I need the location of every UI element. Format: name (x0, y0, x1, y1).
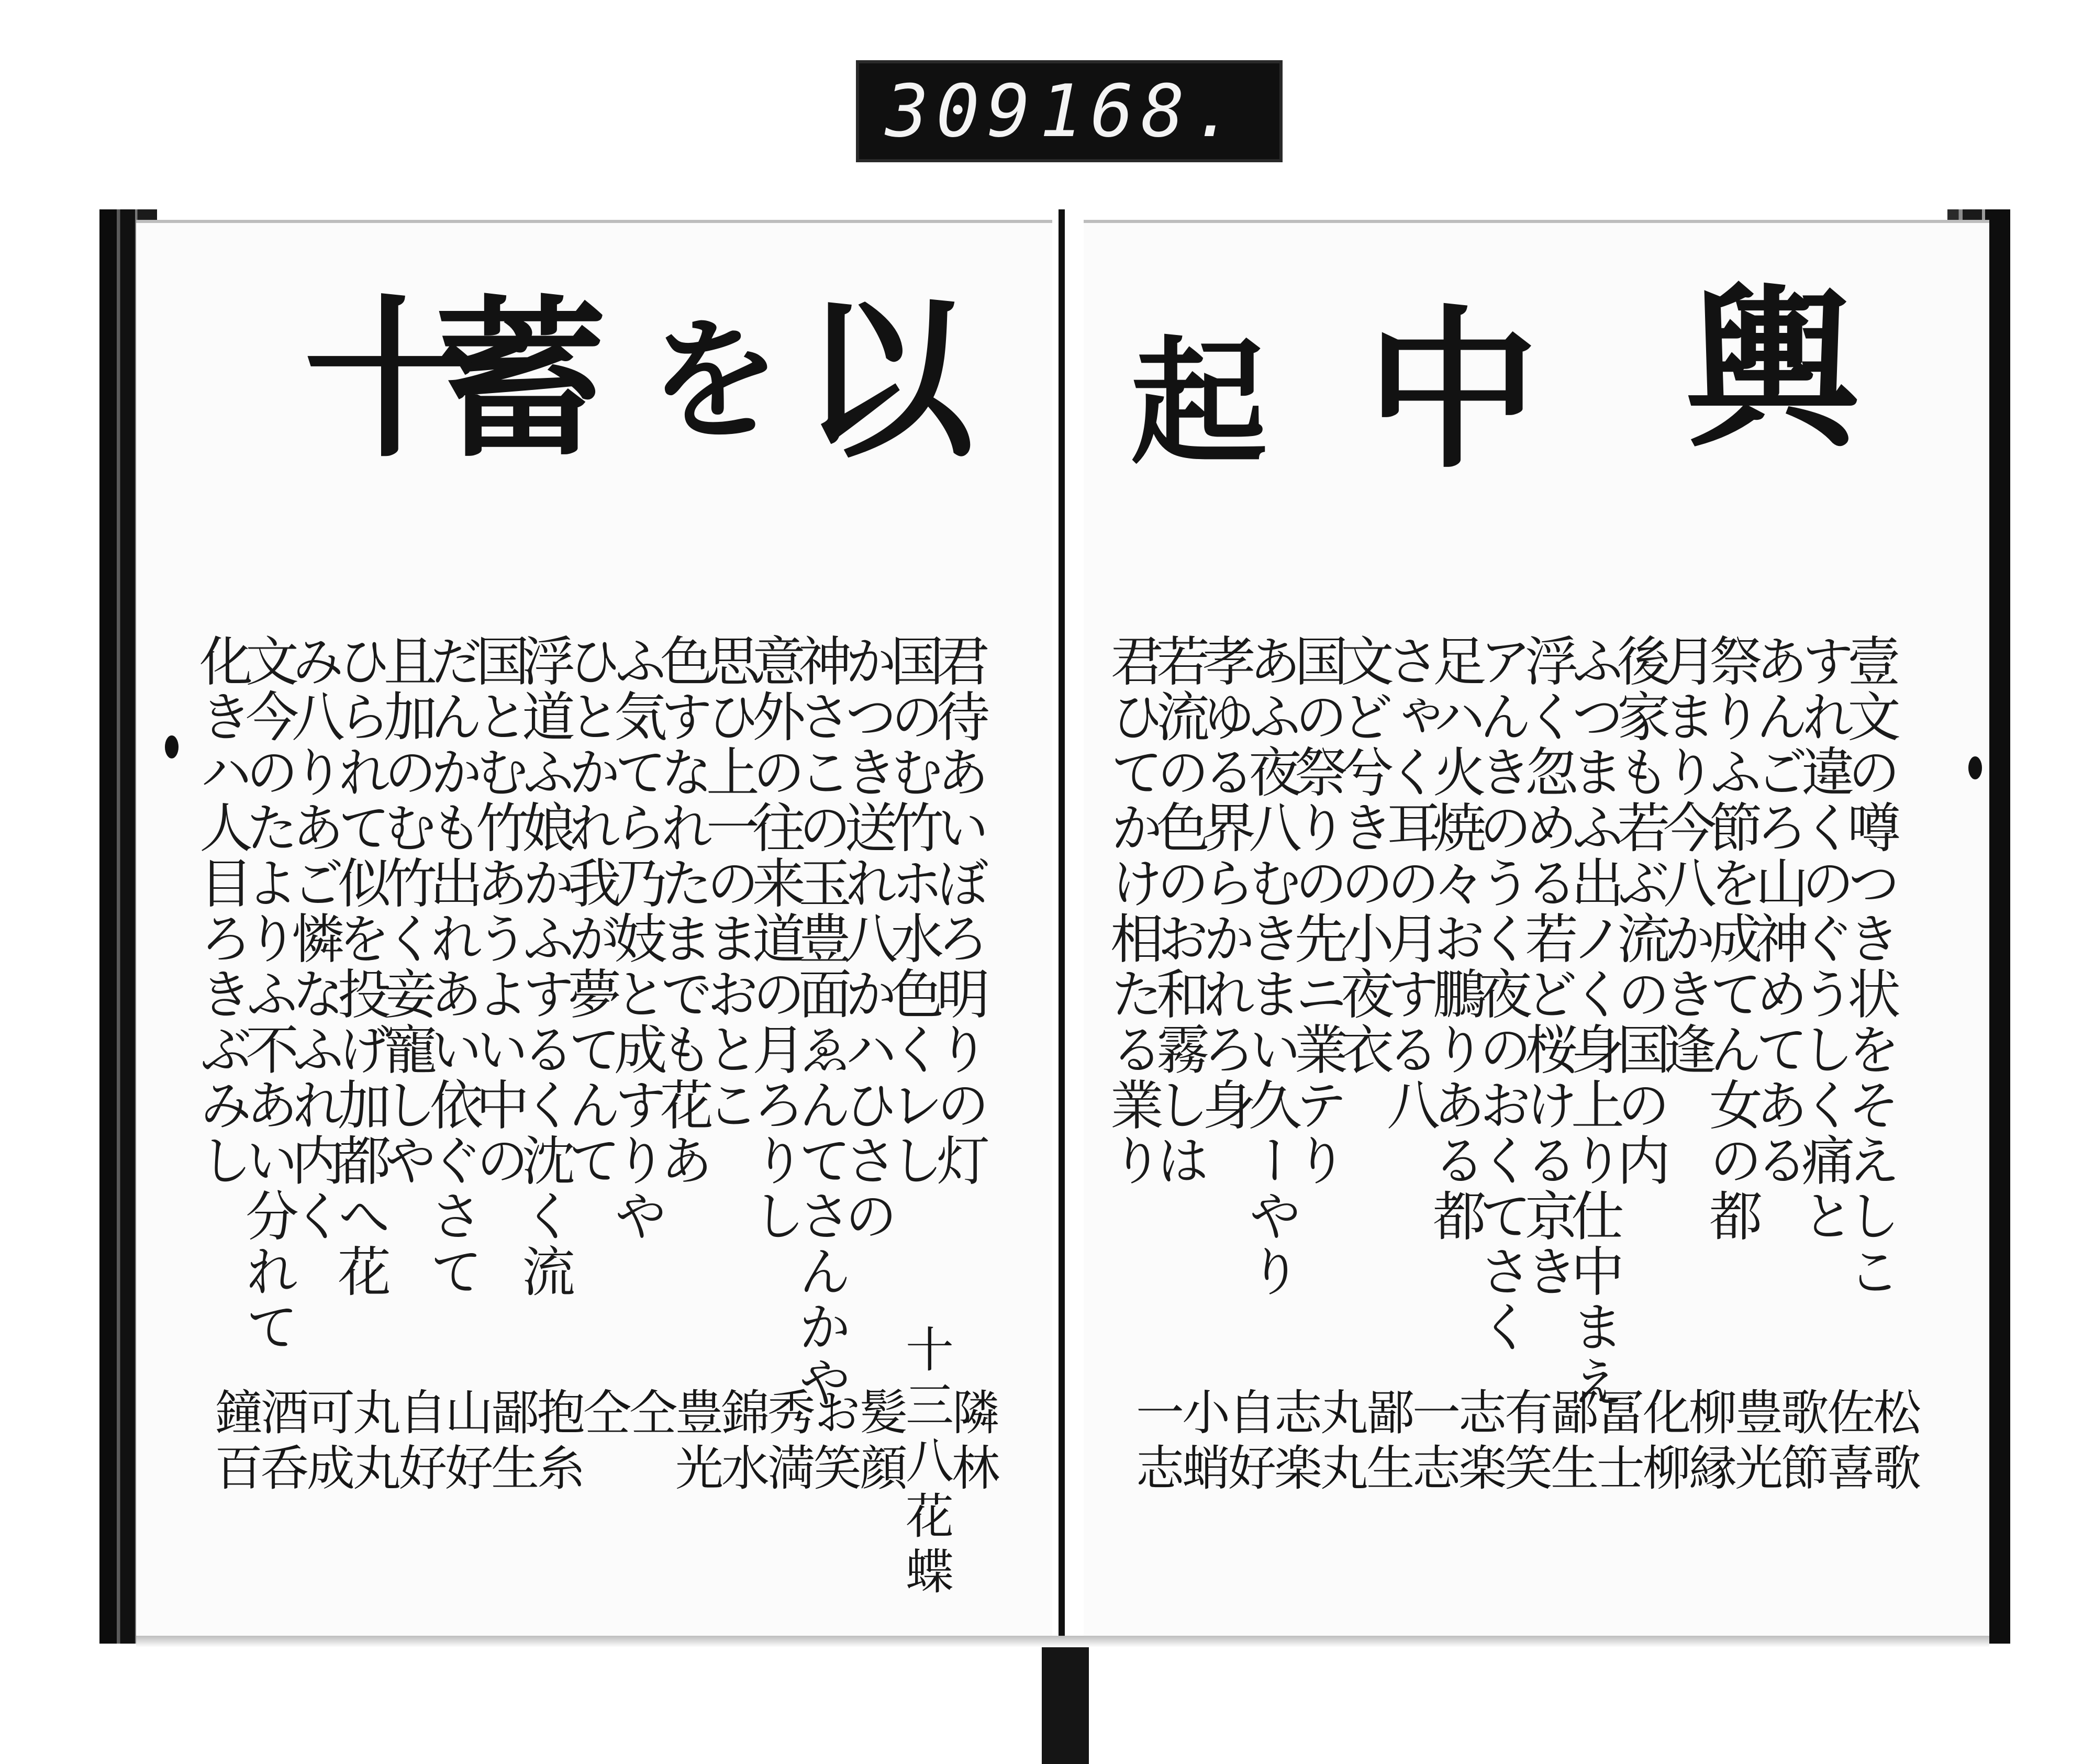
left-contributor-name: 十三八花蝶 (898, 1324, 954, 1602)
right-text-column: あふ夜八むきまい久ーやり (1240, 633, 1302, 1299)
left-text-column: 国とむ竹あうよい中の (467, 633, 529, 1188)
title-char: 十 (304, 278, 476, 481)
left-contributor-name: 可成 (299, 1387, 355, 1498)
right-contributor-name: 丸丸 (1312, 1387, 1368, 1498)
catalog-label (856, 60, 1283, 162)
right-contributor-name: 冨士 (1589, 1387, 1645, 1498)
title-char: 起 (1131, 323, 1267, 483)
left-text-column: み八りあご憐なふれ内く (283, 633, 345, 1244)
right-text-column: 浮く忽める若ど桜ける京き (1516, 633, 1578, 1299)
right-contributor-name: 一志 (1128, 1387, 1184, 1498)
left-contributor-name: 髪顔 (852, 1387, 908, 1498)
right-text-column: すれ違くのぐうしく痛と (1792, 633, 1855, 1244)
title-char: を (649, 303, 780, 456)
right-text-column: 国の祭りの先ニ業テり (1286, 633, 1348, 1188)
left-text-column: 意外の往来道の月ろりし (743, 633, 806, 1244)
left-text-column: 化きハ人目ろきぶみし (191, 633, 253, 1188)
left-text-column: 君待あいぼろ明りの灯 (928, 633, 990, 1188)
catalog-number-right: 168. (1039, 69, 1243, 153)
binding-hole-right (1968, 756, 1982, 779)
right-text-column: 祭りふ節を成てん女の都 (1700, 633, 1763, 1244)
right-text-column: 足ハ火焼々お鵬りある都 (1424, 633, 1486, 1244)
book-spread (99, 209, 2010, 1649)
left-text-column: ふ気てら乃妓と成すりや (605, 633, 667, 1244)
right-contributor-name: 小蛸 (1174, 1387, 1230, 1498)
right-contributor-name: 豊光 (1727, 1387, 1783, 1498)
left-text-column: 国のむ竹ホ水色くレし (882, 633, 944, 1188)
left-text-column: だんかも出れあい依ぐさて (421, 633, 483, 1299)
left-contributor-name: 丸丸 (345, 1387, 401, 1498)
title-char: 輿 (1686, 267, 1858, 471)
left-contributor-name: 抱糸 (529, 1387, 585, 1498)
right-text-column: 後家も若ぶ流の国の内 (1608, 633, 1670, 1188)
left-contributor-name: 山好 (437, 1387, 493, 1498)
left-text-column: 文今のたよりふ不あい分れて (237, 633, 299, 1355)
right-contributor-name: 一志 (1405, 1387, 1461, 1498)
right-text-column: さゃく耳の月する八 (1378, 633, 1440, 1133)
right-text-column: 君ひてかけ相たる業り (1101, 633, 1164, 1188)
right-contributor-name: 有笑 (1497, 1387, 1553, 1498)
title-char: 以 (801, 278, 974, 481)
left-contributor-name: 酒呑 (253, 1387, 309, 1498)
right-contributor-name: 志楽 (1266, 1387, 1322, 1498)
right-contributor-name: 松歌 (1865, 1387, 1921, 1498)
binding-gutter (1059, 209, 1065, 1665)
page-bottom-shadow (136, 1636, 1989, 1647)
left-contributor-name: 錦水 (714, 1387, 770, 1498)
right-text-column: あんごろ山神めてある (1746, 633, 1809, 1188)
binding-hole-left (165, 735, 179, 758)
left-contributor-name: 鄙生 (483, 1387, 539, 1498)
left-text-column: 色すなれたまでも花あ (651, 633, 714, 1188)
left-text-column: 思ひ上一のまおとこ (697, 633, 760, 1133)
right-text-column: 孝ゆる界らかれろ身 (1194, 633, 1256, 1133)
right-contributor-name: 鄙生 (1358, 1387, 1414, 1498)
left-text-column: ひられて似を投げ加都へ花 (329, 633, 391, 1299)
left-text-column: 神さこの玉豊面ゑんてさんかや (789, 633, 852, 1410)
catalog-number-left: 309 (885, 69, 1038, 153)
left-text-column: 且加のむ竹く妾寵しや (375, 633, 437, 1188)
right-text-column: 文ど兮きの小夜衣 (1332, 633, 1394, 1077)
right-contributor-name: 佐喜 (1819, 1387, 1875, 1498)
left-contributor-name: 自好 (391, 1387, 447, 1498)
left-text-column: ひとかれ我が夢てんて (559, 633, 621, 1188)
right-text-column: 若流の色のお和霧しは (1148, 633, 1210, 1188)
left-contributor-name: 仝 (575, 1387, 631, 1443)
left-contributor-name: 豊光 (667, 1387, 723, 1498)
left-contributor-name: 仝 (621, 1387, 677, 1443)
left-text-column: かつき送れ八かハひさの (836, 633, 898, 1244)
left-contributor-name: お笑 (806, 1387, 862, 1498)
title-char: 中 (1366, 288, 1539, 492)
right-text-column: ふつまふ出ノく身上り仕中まえ (1562, 633, 1624, 1410)
left-contributor-name: 隣林 (944, 1387, 1000, 1498)
binding-gutter-bottom (1042, 1644, 1089, 1764)
left-contributor-name: 秀満 (760, 1387, 816, 1498)
left-text-column: 浮道ふ娘かふするく沈く流 (513, 633, 575, 1299)
right-text-column: 壹文の噂つき状をそえしこ (1839, 633, 1901, 1299)
right-contributor-name: 志楽 (1451, 1387, 1507, 1498)
right-text-column: 月まり今八かき逢 (1654, 633, 1717, 1077)
left-contributor-name: 鐘百 (207, 1387, 263, 1498)
right-contributor-name: 自好 (1220, 1387, 1276, 1498)
right-contributor-name: 鄙生 (1543, 1387, 1599, 1498)
right-contributor-name: 柳縁 (1681, 1387, 1737, 1498)
right-text-column: アんきのうく夜のおくてさく (1470, 633, 1532, 1355)
title-char: 蓄 (435, 278, 607, 481)
right-contributor-name: 化柳 (1635, 1387, 1691, 1498)
right-contributor-name: 歌節 (1773, 1387, 1829, 1498)
